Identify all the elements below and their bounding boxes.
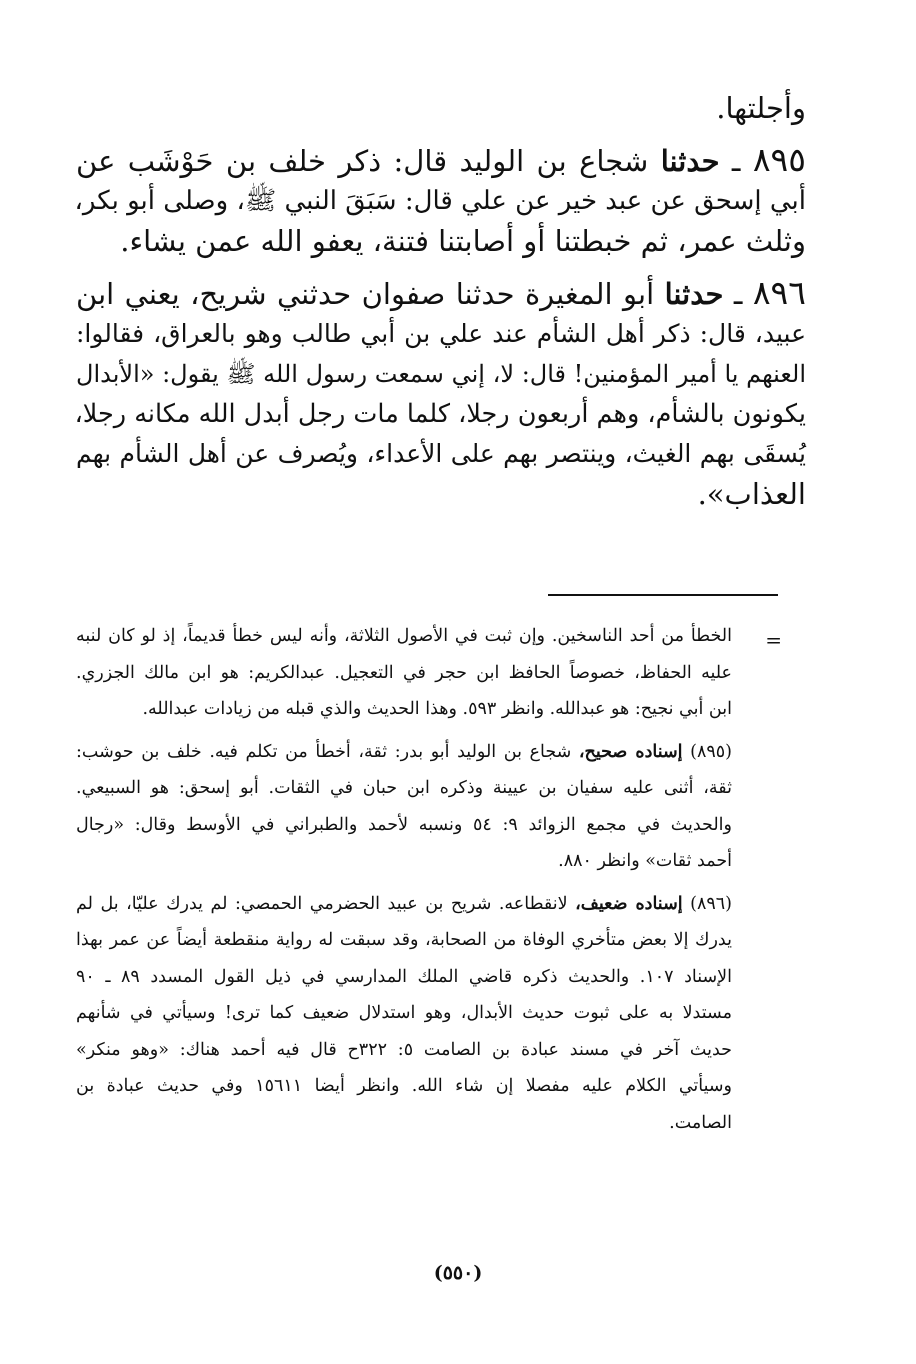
footnote-line: الإسناد ١٠٧. والحديث ذكره قاضي الملك المدارسي في ذيل القول المسدد ٨٩ ـ ٩٠ <box>76 966 732 987</box>
page-number: (٥٥٠) <box>433 1262 483 1284</box>
footnote-line: ابن أبي نجيح: هو عبدالله. وانظر ٥٩٣. وهذا الحديث والذي قبله من زيادات عبدالله. <box>142 699 732 719</box>
opening-line: وأجلتها. <box>716 91 806 125</box>
footnote-line: الصامت. <box>669 1112 732 1133</box>
hadith-keyword: حدثنا <box>664 277 724 311</box>
footnote-line: والحديث في مجمع الزوائد ٩: ٥٤ ونسبه لأحمد والطبراني في الأوسط وقال: «رجال <box>76 814 732 835</box>
hadith-line: وثلث عمر، ثم خبطتنا أو أصابتنا فتنة، يعفو الله عمن يشاء. <box>120 224 806 258</box>
footnote-line: أحمد ثقات» وانظر ٨٨٠. <box>558 851 732 871</box>
hadith-line: ٨٩٦ ـ حدثنا أبو المغيرة حدثنا صفوان حدثني شريح، يعني ابن <box>76 273 807 312</box>
hadith-line: يكونون بالشأم، وهم أربعون رجلا، كلما مات رجل أبدل الله مكانه رجلا، <box>74 399 806 429</box>
hadith-line: عبيد، قال: ذكر أهل الشأم عند علي بن أبي طالب وهو بالعراق، فقالوا: <box>76 319 806 348</box>
footnote-line: الخطأ من أحد الناسخين. وإن ثبت في الأصول الثلاثة، وأنه ليس خطأ قديماً، إذ لو كان لنبه <box>76 626 732 646</box>
hadith-line: ٨٩٥ ـ حدثنا شجاع بن الوليد قال: ذكر خلف بن حَوْشَب عن <box>76 140 806 179</box>
hadith-line: العذاب». <box>697 477 806 511</box>
main-text <box>76 88 806 514</box>
hadith-text: شجاع بن الوليد قال: ذكر خلف بن حَوْشَب عن <box>76 144 649 178</box>
footnote-text: لانقطاعه. شريح بن عبيد الحضرمي الحمصي: لم يدرك عليّا، بل لم <box>76 893 568 914</box>
footnote-line: حديث آخر في مسند عبادة بن الصامت ٥: ٣٢٢ح قال فيه أحمد هناك: «وهو منكر» <box>76 1039 732 1060</box>
footnote-line: عليه الحفاظ، خصوصاً الحافظ ابن حجر في التعجيل. عبدالكريم: هو ابن مالك الجزري. <box>76 662 732 683</box>
footnote-continuation <box>76 618 782 728</box>
footnote-895 <box>76 734 732 880</box>
footnote-separator <box>548 594 778 596</box>
hadith-keyword: حدثنا <box>660 144 720 178</box>
hadith-line: أبي إسحق عن عبد خير عن علي قال: سَبَقَ النبي ﷺ، وصلى أبو بكر، <box>74 186 806 216</box>
continuation-mark: = <box>765 628 782 652</box>
footnotes <box>76 618 782 1147</box>
footnote-line: مستدلا به على ثبوت حديث الأبدال، وهو استدلال ضعيف كما ترى! وسيأتي في شأنهم <box>76 1003 732 1023</box>
hadith-number: ٨٩٥ <box>752 140 806 179</box>
hadith-text: أبو المغيرة حدثنا صفوان حدثني شريح، يعني ابن <box>76 277 655 311</box>
footnote-grade: إسناده صحيح، <box>578 741 683 762</box>
hadith-896 <box>76 273 806 514</box>
footnote-line: يدرك إلا بعض متأخري الوفاة من الصحابة، وقد سبقت له رواية منقطعة أيضاً عن عمر بهذا <box>76 930 732 950</box>
hadith-line: يُسقَى بهم الغيث، وينتصر بهم على الأعداء، ويُصرف عن أهل الشأم بهم <box>76 439 806 468</box>
footnote-line: ثقة، أثنى عليه سفيان بن عيينة وذكره ابن حبان في الثقات. أبو إسحق: هو السبيعي. <box>76 778 732 798</box>
footnote-ref: (٨٩٥) <box>690 741 732 762</box>
footnote-896 <box>76 886 732 1142</box>
footnote-ref: (٨٩٦) <box>690 893 732 914</box>
footnote-line <box>76 886 732 923</box>
hadith-number: ٨٩٦ <box>752 273 807 312</box>
footnote-text: شجاع بن الوليد أبو بدر: ثقة، أخطأ من تكلم فيه. خلف بن حوشب: <box>76 741 572 762</box>
footnote-grade: إسناده ضعيف، <box>575 893 683 914</box>
footnote-line <box>76 734 732 771</box>
hadith-895 <box>76 140 806 261</box>
hadith-line: العنهم يا أمير المؤمنين! قال: لا، إني سمعت رسول الله ﷺ يقول: «الأبدال <box>76 360 806 388</box>
footnote-line: وسيأتي الكلام عليه مفصلا إن شاء الله. وانظر أيضا ١٥٦١١ وفي حديث عبادة بن <box>76 1076 733 1096</box>
